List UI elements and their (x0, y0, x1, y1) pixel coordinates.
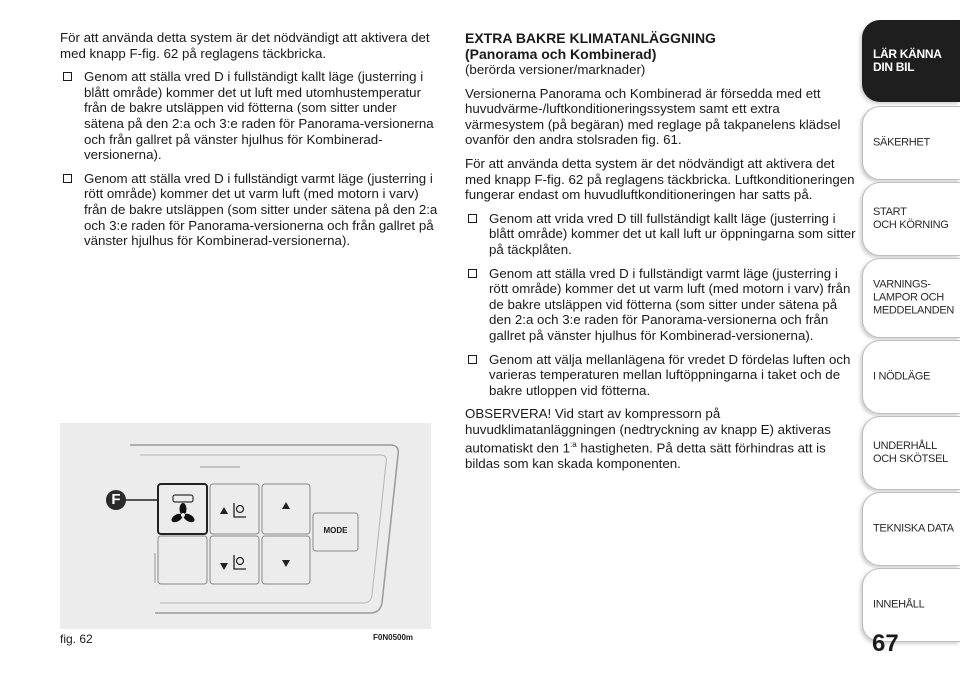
right-paragraph-2: För att använda detta system är det nödvändigt att aktivera det med knapp F-fig. 62 på reglagens täckbricka. Luftkonditioneringen fungerar endast om huvudluftkonditioneringen har satts på. (465, 155, 855, 203)
note-superscript: :a (569, 440, 577, 450)
left-bullet-2-text: Genom att ställa vred D i fullständigt varmt läge (justerring i rött område) kommer det ut varm luft (med motorn i varv) från de bakre utsläppen (som sitter under sätena på den 2:a och 3:e raden för Panorama-versionerna och från gallret på vänster hjulhus för Kombinerad-versionerna). (84, 170, 438, 249)
callout-label-f: F (111, 491, 121, 508)
figure-caption: fig. 62 (60, 632, 93, 646)
tab-underhall-och-skotsel[interactable] (862, 416, 960, 490)
control-panel-drawing (60, 423, 431, 629)
left-bullet-1 (60, 69, 440, 163)
left-bullet-2 (60, 171, 440, 249)
figure-code: F0N0500m (373, 633, 414, 642)
checkbox-bullet-icon (468, 214, 477, 223)
right-bullet-3 (465, 352, 860, 399)
right-bullet-1 (465, 211, 860, 258)
tab-label: UNDERHÅLL OCH SKÖTSEL (873, 440, 948, 465)
tab-label: I NÖDLÄGE (873, 370, 931, 383)
mode-button-label: MODE (323, 526, 348, 535)
section-title-sub: (Panorama och Kombinerad) (465, 46, 657, 62)
right-paragraph-1: Versionerna Panorama och Kombinerad är försedda med ett huvudvärme-/luftkonditioneringssystem samt ett extra värmesystem (på begäran) med reglage på takpanelens klädsel ovanför den andra stolsraden fig. 61. (465, 85, 841, 148)
tab-sakerhet[interactable] (862, 106, 960, 180)
left-intro-paragraph: För att använda detta system är det nödvändigt att aktivera det med knapp F-fig. 62 på reglagens täckbricka. (60, 30, 430, 61)
note-paragraph (465, 406, 860, 472)
tab-label: SÄKERHET (873, 136, 930, 149)
checkbox-bullet-icon (468, 355, 477, 364)
section-subtitle: (berörda versioner/marknader) (465, 62, 646, 77)
tab-label: INNEHÅLL (873, 598, 925, 611)
tab-i-nodlage[interactable] (862, 340, 960, 414)
section-title: EXTRA BAKRE KLIMATANLÄGGNING (465, 30, 716, 46)
right-bullet-2 (465, 266, 860, 344)
tab-label: START OCH KÖRNING (873, 206, 949, 231)
right-bullet-2-text: Genom att ställa vred D i fullständigt varmt läge (justerring i rött område) kommer det ut varm luft (med motorn i varv) från de bakre utsläppen vid fötterna (som sitter under sätena på den 2:a och 3:e raden för Panorama-versionerna och från gallret på vänster hjulhus för Kombinerad-versionerna). (489, 265, 851, 343)
right-column (465, 30, 860, 480)
tab-tekniska-data[interactable] (862, 492, 960, 566)
left-column (60, 30, 440, 257)
right-bullet-1-text: Genom att vrida vred D till fullständigt kallt läge (justerring i blått område) kommer det ut kall luft ur öppningarna som sitter på täckplåten. (489, 210, 856, 257)
checkbox-bullet-icon (468, 269, 477, 278)
tab-label: TEKNISKA DATA (873, 522, 954, 535)
left-bullet-1-text: Genom att ställa vred D i fullständigt kallt läge (justerring i blått område) kommer det ut luft med utomhustemperatur från de bakre utsläppen vid fötterna (som sitter under sätena på den 2:a och 3:e raden för Panorama-versionerna och från gallret på vänster hjulhus för Kombinerad-versionerna). (84, 69, 434, 163)
control-panel-figure (60, 423, 431, 629)
tab-lar-kanna-din-bil[interactable] (862, 20, 960, 102)
tab-label: VARNINGS- LAMPOR OCH MEDDELANDEN (873, 278, 955, 317)
tab-label: LÄR KÄNNA DIN BIL (873, 47, 942, 74)
tab-varningslampor[interactable] (862, 258, 960, 338)
right-bullet-3-text: Genom att välja mellanlägena för vredet D fördelas luften och varieras temperaturen mellan luftöppningarna i taket och de bakre utloppen vid fötterna. (489, 351, 851, 398)
tab-start-och-korning[interactable] (862, 182, 960, 256)
note-text-start: OBSERVERA! Vid start av kompressorn på huvudklimatanläggningen (nedtryckning av knapp E) aktiveras automatiskt den 1 (465, 406, 831, 456)
note-text-end: hastigheten. På detta sätt förhindras att is bildas som kan skada komponenten. (465, 440, 826, 472)
checkbox-bullet-icon (63, 72, 72, 81)
checkbox-bullet-icon (63, 174, 72, 183)
page-number: 67 (872, 630, 899, 657)
